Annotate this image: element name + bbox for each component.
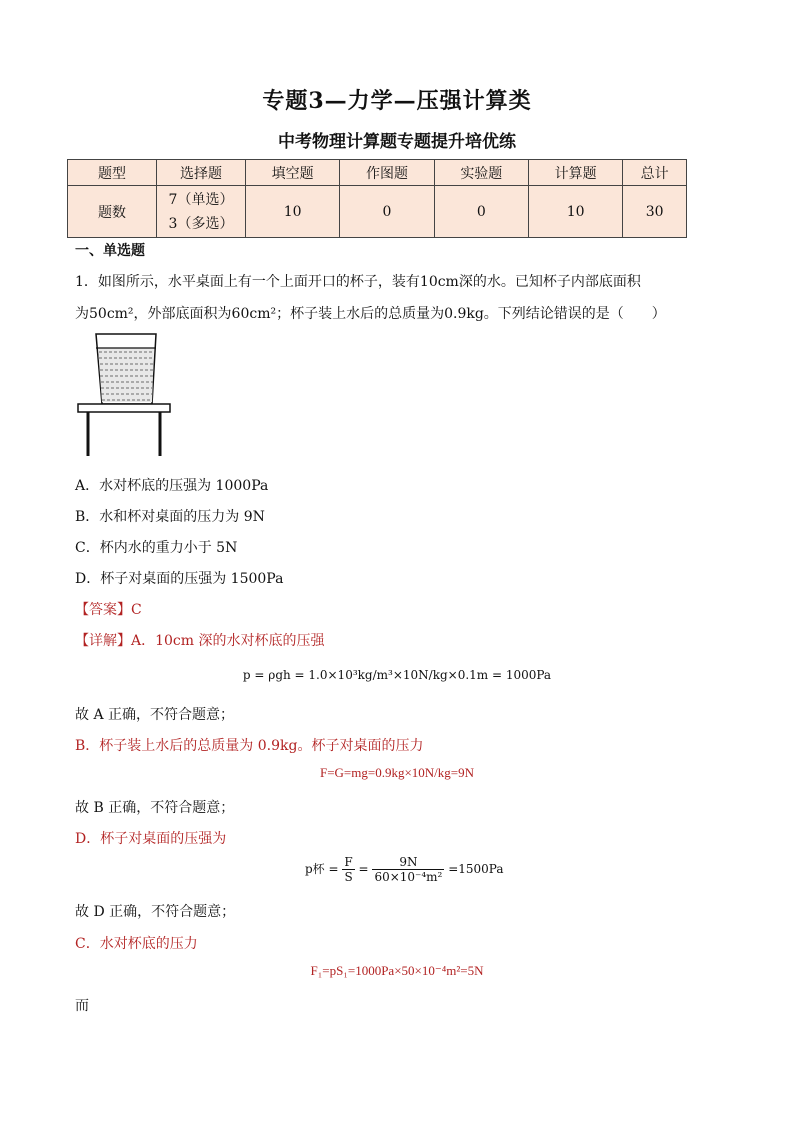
fill-count-cell: 10 <box>246 186 340 238</box>
question-count-table <box>67 159 687 238</box>
table-top <box>78 404 170 412</box>
answer-tag: 【答案】 <box>75 602 131 618</box>
question-stem <box>75 266 725 330</box>
header-cell-choice: 选择题 <box>157 160 246 186</box>
section-heading: 一、单选题 <box>75 243 145 259</box>
detail-a-text: A．10cm 深的水对杯底的压强 <box>131 633 325 649</box>
option-d: D．杯子对桌面的压强为 1500Pa <box>75 571 284 587</box>
total-count-cell: 30 <box>623 186 687 238</box>
answer-value: C <box>131 602 142 618</box>
table-value-row <box>68 186 687 238</box>
cup-on-table-figure <box>74 328 174 460</box>
conclusion-d: 故 D 正确，不符合题意； <box>75 904 236 920</box>
experiment-count-cell: 0 <box>434 186 528 238</box>
detail-d-text: D．杯子对桌面的压强为 <box>75 831 227 847</box>
detail-b-text: B．杯子装上水后的总质量为 0.9kg。杯子对桌面的压力 <box>75 738 424 754</box>
fraction-1-denominator: S <box>344 870 353 884</box>
header-cell-type: 题型 <box>68 160 157 186</box>
formula-d <box>305 855 504 884</box>
header-cell-experiment: 实验题 <box>434 160 528 186</box>
row-label-cell: 题数 <box>68 186 157 238</box>
formula-d-left: p杯 = <box>305 862 339 876</box>
header-cell-drawing: 作图题 <box>340 160 434 186</box>
page-subtitle: 中考物理计算题专题提升培优练 <box>278 132 516 152</box>
choice-count-cell <box>157 186 246 238</box>
formula-c: F₁=pS₁=1000Pa×50×10⁻⁴m²=5N <box>310 963 484 978</box>
fraction-1-numerator: F <box>344 855 353 869</box>
fraction-2-denominator: 60×10⁻⁴m² <box>374 870 443 884</box>
conclusion-a: 故 A 正确，不符合题意； <box>75 707 235 723</box>
formula-d-fraction-1 <box>342 855 354 884</box>
formula-d-fraction-2 <box>372 855 444 884</box>
detail-c-text: C．水对杯底的压力 <box>75 936 198 952</box>
detail-a-line <box>75 630 325 650</box>
option-a: A．水对杯底的压强为 1000Pa <box>75 478 269 494</box>
header-cell-total: 总计 <box>623 160 687 186</box>
calculation-count-cell: 10 <box>528 186 622 238</box>
option-b: B．水和杯对桌面的压力为 9N <box>75 509 265 525</box>
option-c: C．杯内水的重力小于 5N <box>75 540 238 556</box>
single-choice-count: 7（单选） <box>168 191 234 208</box>
answer-line <box>75 599 142 619</box>
multi-choice-count: 3（多选） <box>168 215 234 232</box>
conclusion-b: 故 B 正确，不符合题意； <box>75 800 235 816</box>
question-text-line1: 1．如图所示，水平桌面上有一个上面开口的杯子，装有10cm深的水。已知杯子内部底面积 <box>75 274 641 290</box>
drawing-count-cell: 0 <box>340 186 434 238</box>
formula-a: p = ρgh = 1.0×10³kg/m³×10N/kg×0.1m = 1000Pa <box>242 668 552 682</box>
fraction-2-numerator: 9N <box>372 855 444 870</box>
formula-d-equals: = <box>358 862 369 876</box>
table-header-row <box>68 160 687 186</box>
formula-d-result: =1500Pa <box>448 862 504 876</box>
trailing-text: 而 <box>75 998 89 1014</box>
question-text-line2: 为50cm²，外部底面积为60cm²；杯子装上水后的总质量为0.9kg。下列结论错误的是（ ） <box>75 306 666 322</box>
page-title: 专题3—力学—压强计算类 <box>262 88 532 114</box>
header-cell-fill: 填空题 <box>246 160 340 186</box>
detail-tag: 【详解】 <box>75 633 131 649</box>
header-cell-calculation: 计算题 <box>528 160 622 186</box>
formula-b: F=G=mg=0.9kg×10N/kg=9N <box>319 765 475 780</box>
